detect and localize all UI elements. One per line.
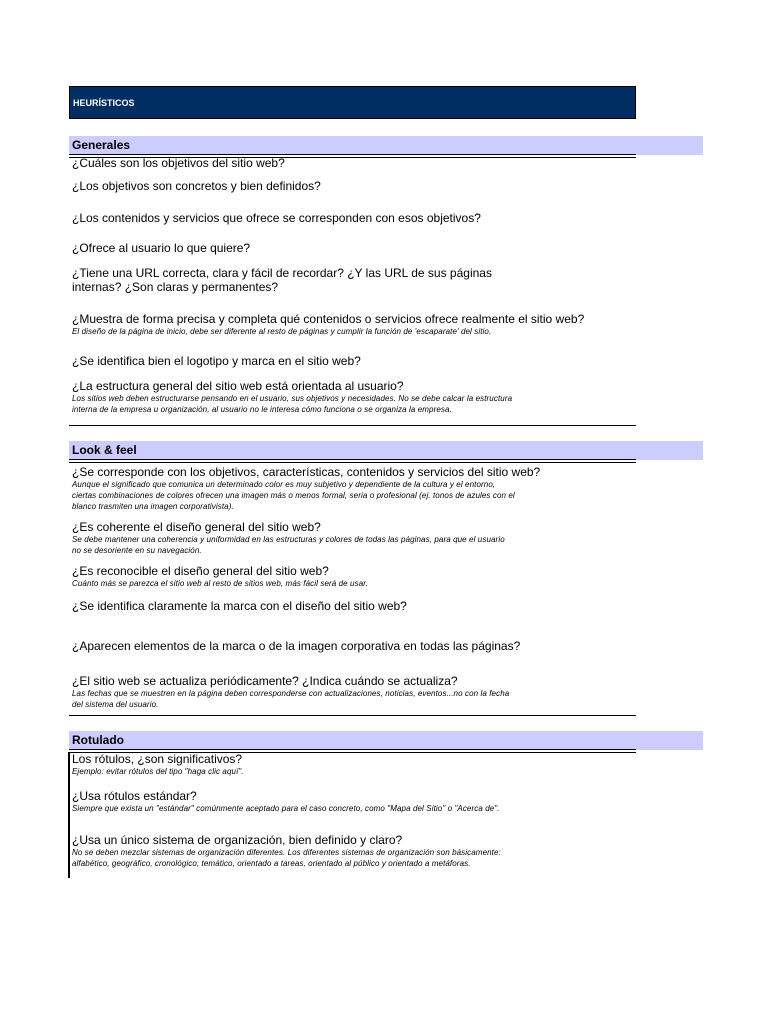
question: ¿La estructura general del sitio web está orientada al usuario? bbox=[72, 379, 404, 393]
note: blanco trasmiten una imagen corporativista). bbox=[72, 502, 234, 511]
section-title: Generales bbox=[72, 138, 131, 152]
note: Aunque el significado que comunica un determinado color es muy subjetivo y dependiente de la cultura y el entorno, bbox=[72, 480, 496, 489]
question: ¿Es coherente el diseño general del sitio web? bbox=[72, 520, 321, 534]
note: del sistema del usuario. bbox=[72, 700, 159, 709]
note: No se deben mezclar sistemas de organización diferentes. Los diferentes sistemas de organización son básicamente: bbox=[72, 848, 501, 857]
header-title: HEURÍSTICOS bbox=[73, 98, 135, 108]
question: ¿Los contenidos y servicios que ofrece se corresponden con esos objetivos? bbox=[72, 211, 481, 225]
column-border bbox=[68, 752, 70, 878]
note: Los sitios web deben estructurarse pensando en el usuario, sus objetivos y necesidades. No se debe calcar la estructura bbox=[72, 394, 513, 403]
note: El diseño de la página de inicio, debe ser diferente al resto de páginas y cumplir la función de 'escaparate' del sitio. bbox=[72, 327, 492, 336]
note: Cuánto más se parezca el sitio web al resto de sitios web, más fácil será de usar. bbox=[72, 579, 369, 588]
question: internas? ¿Son claras y permanentes? bbox=[72, 280, 279, 294]
header-bar bbox=[69, 86, 636, 119]
section-rule bbox=[69, 425, 636, 426]
note: no se desoriente en su navegación. bbox=[72, 546, 202, 555]
note: alfabético, geográfico, cronológico, temático, orientado a tareas, orientado al público y orientado a metáforas. bbox=[72, 859, 471, 868]
section-header-rotulado bbox=[69, 731, 703, 750]
question: ¿Tiene una URL correcta, clara y fácil de recordar? ¿Y las URL de sus páginas bbox=[72, 266, 492, 280]
section-rule bbox=[69, 715, 636, 716]
section-title: Rotulado bbox=[72, 733, 124, 747]
section-header-generales bbox=[69, 136, 703, 155]
question: ¿Ofrece al usuario lo que quiere? bbox=[72, 241, 251, 255]
note: ciertas combinaciones de colores ofrecen una imagen más o menos formal, seria o profesional (ej. tonos de azules con el bbox=[72, 491, 515, 500]
question: ¿Cuáles son los objetivos del sitio web? bbox=[72, 156, 285, 170]
question: ¿Los objetivos son concretos y bien definidos? bbox=[72, 179, 321, 193]
section-header-look-feel bbox=[69, 441, 703, 460]
question: ¿Aparecen elementos de la marca o de la imagen corporativa en todas las páginas? bbox=[72, 639, 521, 653]
question: ¿Muestra de forma precisa y completa qué contenidos o servicios ofrece realmente el sitio web? bbox=[72, 312, 585, 326]
question: ¿Se identifica claramente la marca con el diseño del sitio web? bbox=[72, 599, 407, 613]
note: Siempre que exista un "estándar" comúnmente aceptado para el caso concreto, como "Mapa del Sitio" o "Acerca de". bbox=[72, 804, 500, 813]
question: ¿Usa un único sistema de organización, bien definido y claro? bbox=[72, 833, 403, 847]
question: ¿Se corresponde con los objetivos, características, contenidos y servicios del sitio web? bbox=[72, 465, 541, 479]
question: ¿Se identifica bien el logotipo y marca en el sitio web? bbox=[72, 354, 361, 368]
section-title: Look & feel bbox=[72, 443, 137, 457]
double-rule bbox=[69, 459, 636, 463]
note: Ejemplo: evitar rótulos del tipo "haga clic aquí". bbox=[72, 767, 244, 776]
question: ¿El sitio web se actualiza periódicamente? ¿Indica cuándo se actualiza? bbox=[72, 674, 458, 688]
note: Se debe mantener una coherencia y uniformidad en las estructuras y colores de todas las páginas, para que el usuario bbox=[72, 535, 505, 544]
note: Las fechas que se muestren en la página deben corresponderse con actualizaciones, noticias, eventos...no con la fecha bbox=[72, 689, 510, 698]
question: ¿Es reconocible el diseño general del sitio web? bbox=[72, 564, 329, 578]
question: Los rótulos, ¿son significativos? bbox=[72, 752, 243, 766]
question: ¿Usa rótulos estándar? bbox=[72, 789, 197, 803]
note: interna de la empresa u organización, al usuario no le interesa cómo funciona o se organiza la empresa. bbox=[72, 405, 452, 414]
